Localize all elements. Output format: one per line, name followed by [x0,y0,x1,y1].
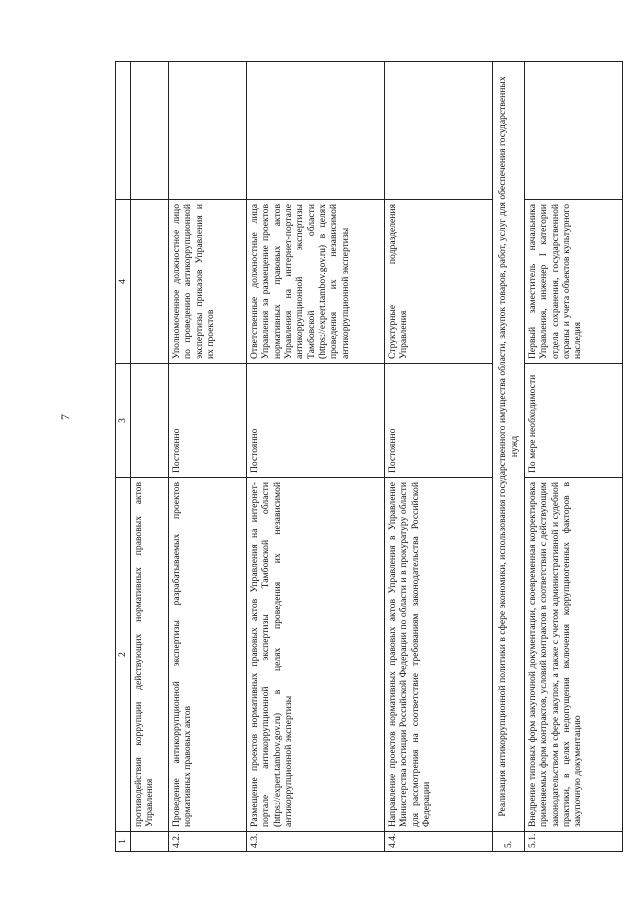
plan-table [115,61,623,852]
table-row [169,62,247,852]
result-cell [525,62,623,200]
action-cell: Направление проектов нормативных правовых актов Управления в Управление Министерства юстиции Российской Федерации по области и в прокуратуру области для рассмотрения на соответствие требованиям законодательства Российской Федерации [385,478,493,832]
row-number [131,832,169,852]
term-cell: По мере необходимости [525,364,623,478]
row-number: 4.3. [247,832,385,852]
page-number: 7 [58,414,72,420]
section-title: Реализация антикоррупционной политики в сфере экономики, использования государственного имущества области, закупок товаров, работ, услуг для обеспечения государственных нужд [493,62,525,832]
responsible-cell: Структурные подразделения Управления [385,200,493,364]
continuation-text: противодействия коррупции действующих нормативных правовых актов Управления [131,478,169,832]
result-cell [169,62,247,200]
table-row [385,62,493,852]
term-cell: Постоянно [385,364,493,478]
table-row [131,62,169,852]
action-cell: Размещение проектов нормативных правовых актов Управления на интернет-портале антикоррупционной экспертизы Тамбовской области (https://expert.tambov.gov.ru) в целях проведения их независимой антикоррупционной экспертизы [247,478,385,832]
action-cell: Проведение антикоррупционной экспертизы разрабатываемых проектов нормативных правовых актов [169,478,247,832]
responsible-cell: Ответственные должностные лица Управления за размещение проектов нормативных правовых актов Управления на интернет-портале антикоррупционной экспертизы Тамбовской области (https://expert.tambov.gov.ru) в целях проведения их независимой антикоррупционной экспертизы [247,200,385,364]
result-cell [247,62,385,200]
header-row [116,62,131,852]
table-row [525,62,623,852]
result-cell [385,62,493,200]
section-row [493,62,525,852]
header-col-4: 4 [116,200,131,364]
header-col-2: 2 [116,478,131,832]
section-number: 5. [493,832,525,852]
responsible-cell: Первый заместитель начальника Управления, инженер I категории отдела сохранения, государственной охраны и учета объектов культурного наследия [525,200,623,364]
row-number: 4.4. [385,832,493,852]
responsible-cell: Уполномоченное должностное лицо по проведению антикоррупционной экспертизы приказов Управления и их проектов [169,200,247,364]
action-cell: Внедрение типовых форм закупочной документации, своевременная корректировка применяемых форм контрактов, условий контрактов в соответствии с действующим законодательством в сфере закупок, а также с учетом административной и судебной практики, в целях недопущения включения коррупциогенных факторов в закупочную документацию [525,478,623,832]
row-number: 4.2. [169,832,247,852]
term-cell: Постоянно [169,364,247,478]
header-col-3: 3 [116,364,131,478]
header-col-1: 1 [116,832,131,852]
row-number: 5.1. [525,832,623,852]
table-row [247,62,385,852]
rotated-page [115,62,620,852]
header-col-5 [116,62,131,200]
term-cell: Постоянно [247,364,385,478]
